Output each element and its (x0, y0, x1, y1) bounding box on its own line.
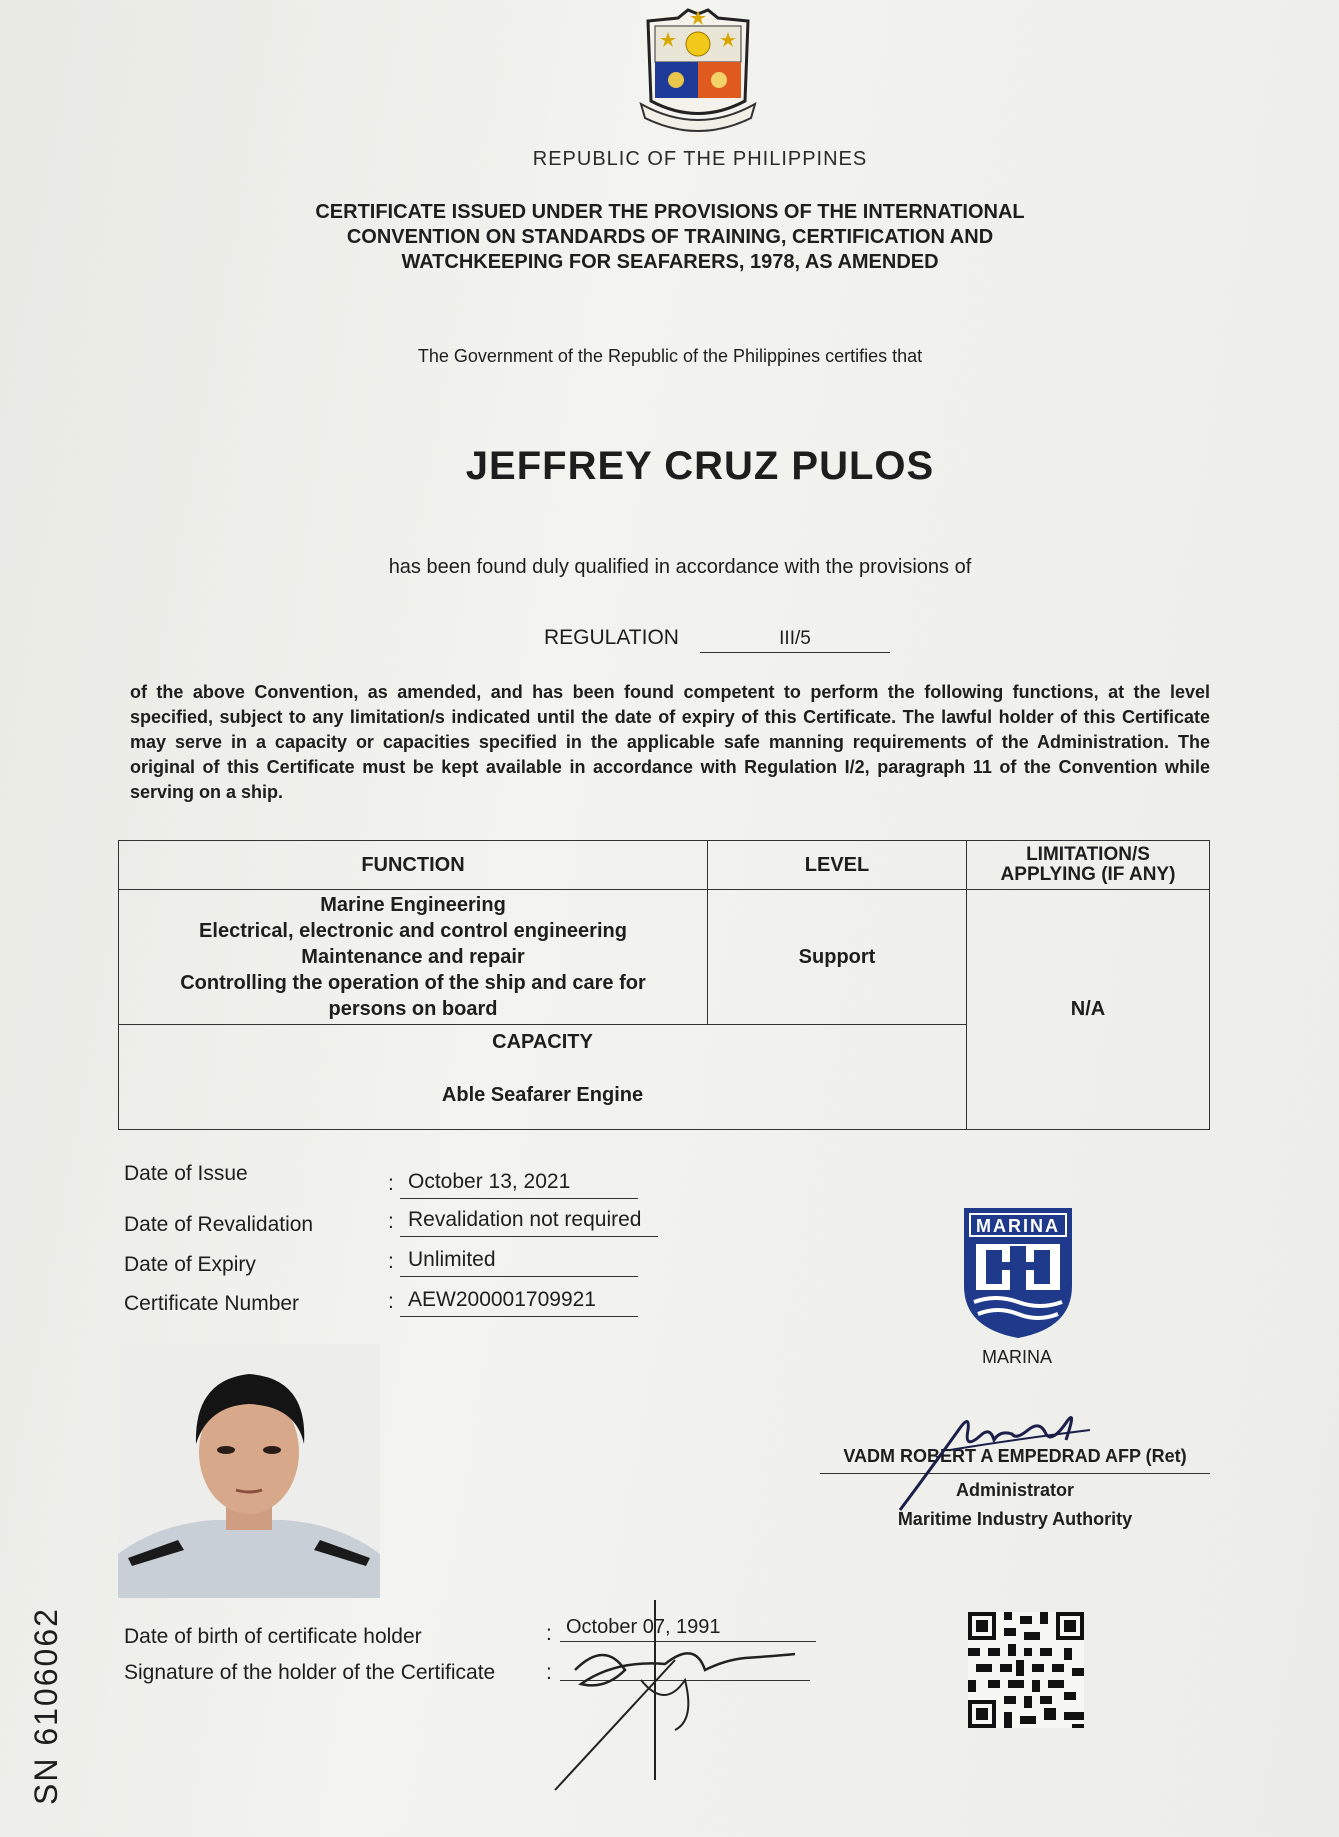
certificate-number-label: Certificate Number (124, 1292, 300, 1315)
colon: : (388, 1210, 394, 1233)
holder-name: JEFFREY CRUZ PULOS (465, 444, 935, 488)
table-row (119, 890, 1210, 1025)
date-of-issue-value: October 13, 2021 (400, 1170, 638, 1199)
function-table (118, 840, 1210, 1130)
signatory-organization: Maritime Industry Authority (897, 1509, 1133, 1529)
heading-line: WATCHKEEPING FOR SEAFARERS, 1978, AS AMENDED (401, 251, 939, 273)
certifies-text: The Government of the Republic of the Philippines certifies that (417, 346, 923, 366)
holder-signature (545, 1600, 815, 1800)
serial-number (20, 1600, 80, 1805)
function-item: Electrical, electronic and control engineering (199, 920, 627, 942)
limitation-header (967, 841, 1210, 890)
colon: : (388, 1290, 394, 1313)
function-item: Controlling the operation of the ship and care for (180, 972, 646, 994)
function-item: persons on board (328, 998, 498, 1020)
holder-signature-label: Signature of the holder of the Certificate (124, 1661, 496, 1684)
function-item: Marine Engineering (320, 894, 506, 916)
certificate-number-value: AEW200001709921 (400, 1288, 638, 1317)
dob-label: Date of birth of certificate holder (124, 1625, 422, 1648)
marina-caption: MARINA (982, 1347, 1053, 1367)
colon: : (388, 1250, 394, 1273)
limitation-header-line: APPLYING (IF ANY) (1000, 864, 1176, 885)
date-of-issue-label: Date of Issue (124, 1162, 248, 1185)
heading-line: CERTIFICATE ISSUED UNDER THE PROVISIONS OF THE INTERNATIONAL (315, 201, 1025, 223)
function-item: Maintenance and repair (301, 946, 525, 968)
colon: : (546, 1661, 552, 1684)
date-of-revalidation-label: Date of Revalidation (124, 1213, 314, 1236)
serial-number-text: SN 6106062 (28, 1607, 64, 1805)
philippine-seal-icon (633, 6, 763, 138)
function-header: FUNCTION (119, 841, 708, 890)
signatory-title: Administrator (955, 1480, 1074, 1500)
level-header: LEVEL (708, 841, 967, 890)
heading-line: CONVENTION ON STANDARDS OF TRAINING, CERTIFICATION AND (346, 226, 994, 248)
colon: : (388, 1172, 394, 1195)
function-values (119, 890, 708, 1025)
republic-title: REPUBLIC OF THE PHILIPPINES (532, 148, 868, 170)
dob-value: October 07, 1991 (560, 1616, 816, 1642)
level-value: Support (708, 890, 967, 1025)
limitation-value: N/A (967, 890, 1210, 1130)
date-of-expiry-label: Date of Expiry (124, 1253, 256, 1276)
colon: : (546, 1622, 552, 1645)
regulation-value: III/5 (700, 628, 890, 653)
regulation-label: REGULATION (544, 626, 679, 649)
capacity-label: CAPACITY (492, 1031, 593, 1053)
qr-code-icon (968, 1612, 1084, 1728)
administrator-signature (890, 1400, 1120, 1520)
marina-logo-icon (962, 1206, 1074, 1340)
capacity-cell (119, 1025, 967, 1130)
capacity-value: Able Seafarer Engine (441, 1084, 644, 1106)
holder-photo (118, 1344, 380, 1598)
signatory-name: VADM ROBERT A EMPEDRAD AFP (Ret) (820, 1446, 1210, 1474)
certificate-heading (230, 200, 1110, 275)
marina-badge-text: MARINA (976, 1216, 1060, 1236)
limitation-header-line: LIMITATION/S (1026, 844, 1150, 865)
date-of-revalidation-value: Revalidation not required (400, 1208, 658, 1237)
date-of-expiry-value: Unlimited (400, 1248, 638, 1277)
competence-paragraph: of the above Convention, as amended, and has been found competent to perform the following functions, at the level specified, subject to any limitation/s indicated until the date of expiry of this Certificate. The lawful holder of this Certificate may serve in a capacity or capacities specified in the applicable safe manning requirements of the Administration. The original of this Certificate must be kept available in accordance with Regulation I/2, paragraph 11 of the Convention while serving on a ship. (130, 682, 1210, 802)
table-header-row (119, 841, 1210, 890)
qualified-text: has been found duly qualified in accordance with the provisions of (388, 556, 972, 578)
